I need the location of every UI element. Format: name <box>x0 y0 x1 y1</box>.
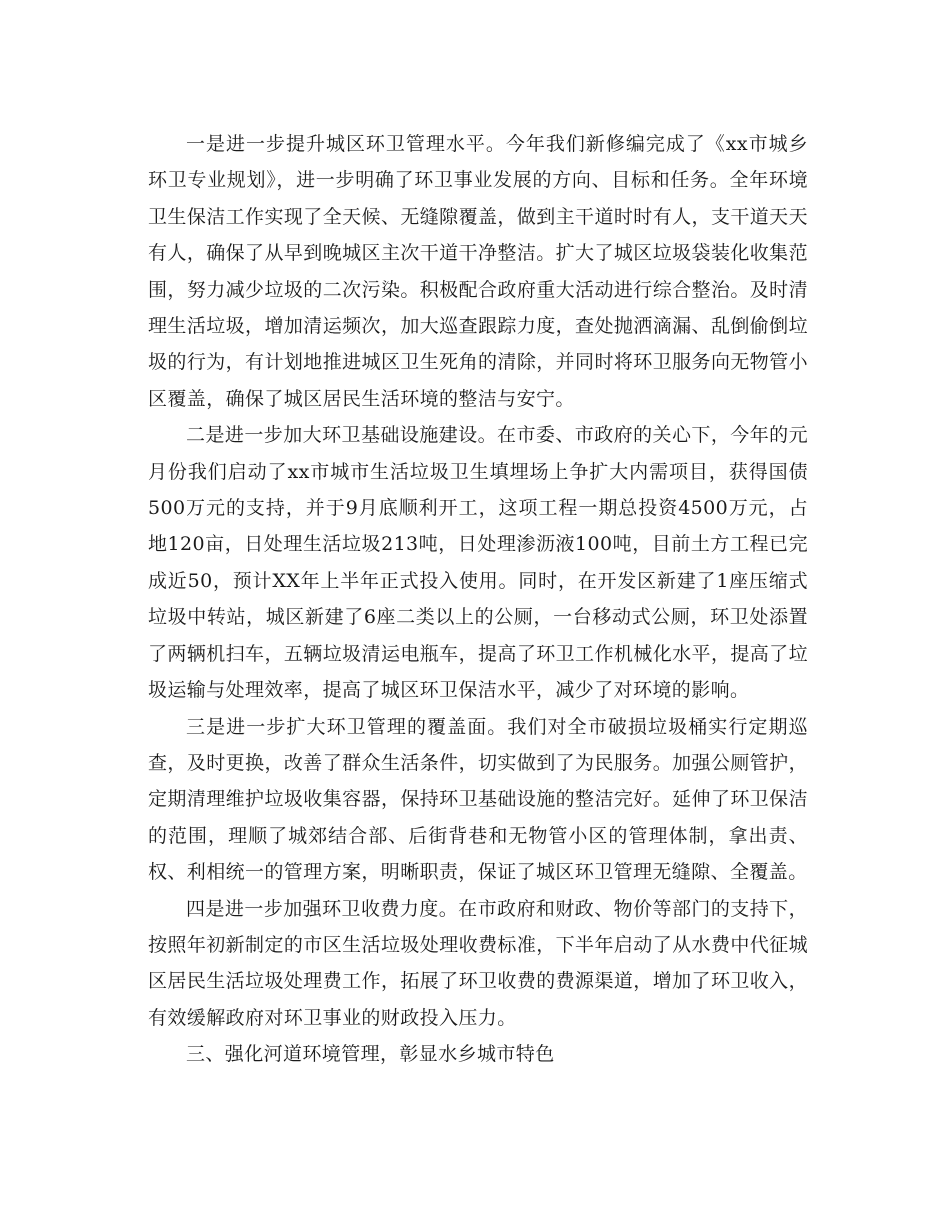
paragraph-infrastructure-construction: 二是进一步加大环卫基础设施建设。在市委、市政府的关心下，今年的元月份我们启动了xx市城市生活垃圾卫生填埋场上争扩大内需项目，获得国债500万元的支持，并于9月底顺利开工，这项工程一期总投资4500万元，占地120亩，日处理生活垃圾213吨，日处理渗沥液100吨，目前土方工程已完成近50，预计XX年上半年正式投入使用。同时，在开发区新建了1座压缩式垃圾中转站，城区新建了6座二类以上的公厕，一台移动式公厕，环卫处添置了两辆机扫车，五辆垃圾清运电瓶车，提高了环卫工作机械化水平，提高了垃圾运输与处理效率，提高了城区环卫保洁水平，减少了对环境的影响。 <box>148 424 808 702</box>
paragraph-urban-sanitation-management: 一是进一步提升城区环卫管理水平。今年我们新修编完成了《xx市城乡环卫专业规划》，进一步明确了环卫事业发展的方向、目标和任务。全年环境卫生保洁工作实现了全天候、无缝隙覆盖，做到主干道时时有人，支干道天天有人，确保了从早到晚城区主次干道干净整洁。扩大了城区垃圾袋装化收集范围，努力减少垃圾的二次污染。积极配合政府重大活动进行综合整治。及时清理生活垃圾，增加清运频次，加大巡查跟踪力度，查处抛洒滴漏、乱倒偷倒垃圾的行为，有计划地推进城区卫生死角的清除，并同时将环卫服务向无物管小区覆盖，确保了城区居民生活环境的整洁与安宁。 <box>148 133 808 410</box>
paragraph-coverage-expansion: 三是进一步扩大环卫管理的覆盖面。我们对全市破损垃圾桶实行定期巡查，及时更换，改善了群众生活条件，切实做到了为民服务。加强公厕管护，定期清理维护垃圾收集容器，保持环卫基础设施的整洁完好。延伸了环卫保洁的范围，理顺了城郊结合部、后街背巷和无物管小区的管理体制，拿出责、权、利相统一的管理方案，明晰职责，保证了城区环卫管理无缝隙、全覆盖。 <box>148 715 808 884</box>
section-heading-river-management: 三、强化河道环境管理，彰显水乡城市特色 <box>186 1043 555 1066</box>
paragraph-fee-collection: 四是进一步加强环卫收费力度。在市政府和财政、物价等部门的支持下，按照年初新制定的市区生活垃圾处理收费标准，下半年启动了从水费中代征城区居民生活垃圾处理费工作，拓展了环卫收费的费源渠道，增加了环卫收入，有效缓解政府对环卫事业的财政投入压力。 <box>148 897 808 1029</box>
document-body <box>148 126 808 1073</box>
